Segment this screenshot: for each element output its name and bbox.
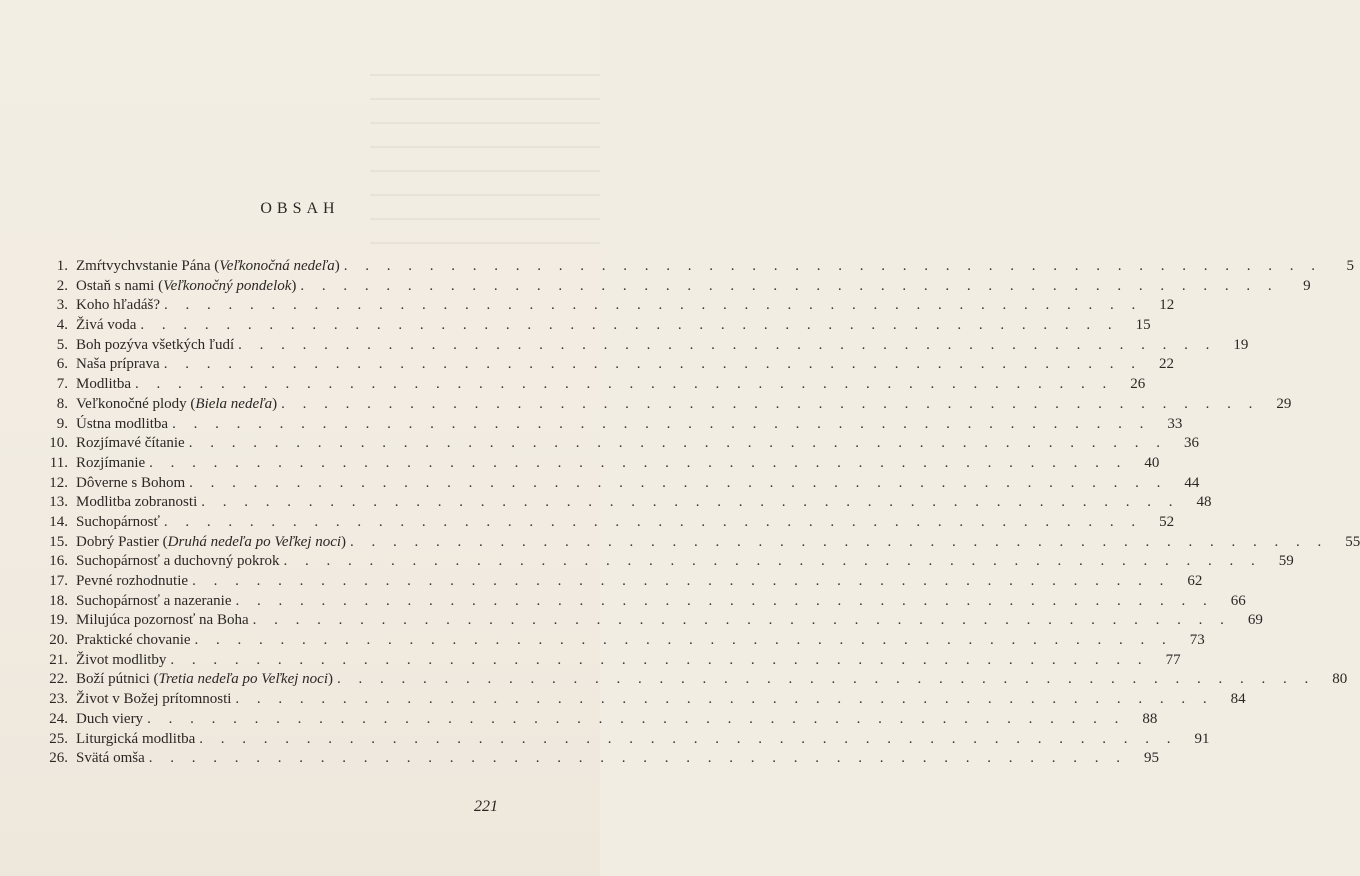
- entry-title-text: Zmŕtvychvstanie Pána (: [76, 258, 220, 274]
- entry-title: [76, 670, 333, 690]
- dot-leader: . . . . . . . . . . . . . . . . . . . . . . . . . . . . . . . . . . . . . . . . . . . . . .: [140, 317, 1119, 334]
- entry-number: 21.: [49, 651, 68, 668]
- dot-leader: . . . . . . . . . . . . . . . . . . . . . . . . . . . . . . . . . . . . . . . . . . . . . .: [350, 533, 1329, 550]
- entry-title-text: Boží pútnici (: [76, 671, 159, 688]
- dot-leader: . . . . . . . . . . . . . . . . . . . . . . . . . . . . . . . . . . . . . . . . . . . . . .: [201, 494, 1180, 511]
- entry-title-text: Duch viery: [76, 710, 144, 727]
- entry-title-text: Svätá omša: [76, 750, 145, 767]
- toc-entry: [40, 572, 1203, 592]
- entry-number: 22.: [49, 671, 68, 688]
- entry-page-number: 33: [1167, 415, 1183, 432]
- show-through-texture: [370, 60, 600, 260]
- toc-entry: [40, 257, 1354, 277]
- entry-page-number: 36: [1183, 435, 1199, 452]
- entry-number: 6.: [56, 356, 68, 373]
- toc-entry: [40, 395, 1292, 415]
- entry-title: [76, 611, 249, 631]
- dot-leader: . . . . . . . . . . . . . . . . . . . . . . . . . . . . . . . . . . . . . . . . . . . . . .: [170, 651, 1149, 668]
- dot-leader: . . . . . . . . . . . . . . . . . . . . . . . . . . . . . . . . . . . . . . . . . . . . . .: [300, 277, 1279, 294]
- entry-title: [76, 710, 143, 730]
- entry-page-number: 19: [1233, 336, 1249, 353]
- entry-subtitle: Biela nedeľa: [195, 395, 273, 412]
- toc-entry: [40, 552, 1294, 572]
- toc-entry: [40, 296, 1175, 316]
- entry-title-text: Modlitba: [76, 376, 131, 393]
- toc-entry: [40, 690, 1246, 710]
- toc-entry: [40, 316, 1151, 336]
- entry-title-text: Živá voda: [76, 317, 137, 334]
- entry-number: 18.: [49, 592, 68, 609]
- entry-title-text: Naša príprava: [76, 356, 160, 373]
- entry-title-text: Život v Božej prítomnosti: [76, 691, 232, 708]
- toc-entry: [40, 454, 1160, 474]
- entry-number: 9.: [56, 415, 68, 432]
- dot-leader: . . . . . . . . . . . . . . . . . . . . . . . . . . . . . . . . . . . . . . . . . . . . . .: [163, 356, 1142, 373]
- entry-number: 15.: [49, 533, 68, 550]
- toc-entry: [40, 533, 1360, 553]
- entry-title: [76, 533, 346, 553]
- entry-number: 23.: [49, 691, 68, 708]
- entry-number: 26.: [49, 750, 68, 767]
- entry-number: 11.: [49, 454, 68, 471]
- toc-entry: [40, 651, 1181, 671]
- entry-title: [76, 730, 195, 750]
- entry-number: 4.: [56, 317, 68, 334]
- entry-closing-paren: ): [291, 277, 297, 294]
- dot-leader: . . . . . . . . . . . . . . . . . . . . . . . . . . . . . . . . . . . . . . . . . . . . . .: [252, 612, 1231, 629]
- entry-subtitle: Veľkonočný pondelok: [163, 277, 292, 294]
- entry-title-text: Dôverne s Bohom: [76, 474, 186, 491]
- entry-number: 1.: [56, 258, 68, 274]
- entry-number: 2.: [56, 277, 68, 294]
- entry-title: [76, 336, 234, 356]
- toc-entry: [40, 730, 1210, 750]
- entry-title-text: Boh pozýva všetkých ľudí: [76, 336, 235, 353]
- table-of-contents: [40, 257, 1360, 769]
- entry-title: [76, 316, 136, 336]
- entry-page-number: 77: [1165, 651, 1181, 668]
- entry-title: [76, 395, 277, 415]
- dot-leader: . . . . . . . . . . . . . . . . . . . . . . . . . . . . . . . . . . . . . . . . . . . . . .: [164, 297, 1143, 314]
- toc-entry: [40, 415, 1183, 435]
- entry-number: 12.: [49, 474, 68, 491]
- entry-page-number: 69: [1247, 612, 1263, 629]
- toc-entry: [40, 434, 1199, 454]
- entry-title: [76, 690, 231, 710]
- dot-leader: . . . . . . . . . . . . . . . . . . . . . . . . . . . . . . . . . . . . . . . . . . . . . .: [336, 671, 1316, 688]
- entry-number: 5.: [56, 336, 68, 353]
- entry-title-text: Suchopárnosť a duchovný pokrok: [76, 553, 280, 570]
- entry-title: [76, 415, 168, 435]
- entry-title: [76, 493, 197, 513]
- entry-page-number: 40: [1144, 454, 1160, 471]
- dot-leader: . . . . . . . . . . . . . . . . . . . . . . . . . . . . . . . . . . . . . . . . . . . . . .: [343, 258, 1322, 274]
- entry-title-text: Dobrý Pastier (: [76, 533, 168, 550]
- entry-number: 13.: [49, 494, 68, 511]
- entry-page-number: 66: [1230, 592, 1246, 609]
- entry-title: [76, 552, 279, 572]
- dot-leader: . . . . . . . . . . . . . . . . . . . . . . . . . . . . . . . . . . . . . . . . . . . . . .: [149, 454, 1128, 471]
- entry-closing-paren: ): [272, 395, 278, 412]
- entry-page-number: 48: [1196, 494, 1212, 511]
- toc-entry: [40, 749, 1159, 769]
- page-number: 221: [474, 798, 498, 815]
- entry-page-number: 59: [1278, 553, 1294, 570]
- entry-page-number: 15: [1135, 317, 1151, 334]
- toc-entry: [40, 375, 1146, 395]
- entry-number: 10.: [49, 435, 68, 452]
- entry-number: 20.: [49, 632, 68, 649]
- dot-leader: . . . . . . . . . . . . . . . . . . . . . . . . . . . . . . . . . . . . . . . . . . . . . .: [194, 632, 1173, 649]
- dot-leader: . . . . . . . . . . . . . . . . . . . . . . . . . . . . . . . . . . . . . . . . . . . . . .: [172, 415, 1151, 432]
- entry-page-number: 55: [1345, 533, 1360, 550]
- toc-entry: [40, 336, 1249, 356]
- entry-page-number: 73: [1189, 632, 1205, 649]
- entry-closing-paren: ): [327, 671, 333, 688]
- entry-page-number: 95: [1144, 750, 1159, 767]
- entry-title-text: Koho hľadáš?: [76, 297, 160, 314]
- entry-number: 24.: [49, 710, 68, 727]
- toc-entry: [40, 592, 1246, 612]
- entry-page-number: 44: [1184, 474, 1200, 491]
- entry-page-number: 80: [1332, 671, 1348, 688]
- toc-entry: [40, 670, 1348, 690]
- entry-number: 16.: [49, 553, 68, 570]
- entry-subtitle: Tretia nedeľa po Veľkej noci: [158, 671, 328, 688]
- entry-page-number: 9: [1303, 277, 1311, 294]
- entry-number: 17.: [49, 573, 68, 589]
- dot-leader: . . . . . . . . . . . . . . . . . . . . . . . . . . . . . . . . . . . . . . . . . . . . . .: [163, 513, 1143, 530]
- entry-page-number: 12: [1159, 297, 1175, 314]
- entry-page-number: 29: [1276, 395, 1292, 412]
- entry-title-text: Praktické chovanie: [76, 632, 191, 649]
- dot-leader: . . . . . . . . . . . . . . . . . . . . . . . . . . . . . . . . . . . . . . . . . . . . . .: [192, 573, 1171, 589]
- entry-title: [76, 355, 160, 375]
- toc-entry: [40, 355, 1174, 375]
- entry-title-text: Veľkonočné plody (: [76, 395, 196, 412]
- entry-title: [76, 474, 185, 494]
- dot-leader: . . . . . . . . . . . . . . . . . . . . . . . . . . . . . . . . . . . . . . . . . . . . . .: [238, 336, 1217, 353]
- entry-number: 3.: [56, 297, 68, 314]
- entry-title: [76, 296, 160, 316]
- entry-title: [76, 375, 131, 395]
- toc-entry: [40, 631, 1205, 651]
- entry-title-text: Suchopárnosť a nazeranie: [76, 592, 232, 609]
- entry-title-text: Ústna modlitba: [76, 415, 169, 432]
- dot-leader: . . . . . . . . . . . . . . . . . . . . . . . . . . . . . . . . . . . . . . . . . . . . . .: [189, 474, 1168, 491]
- entry-page-number: 26: [1130, 376, 1146, 393]
- entry-title-text: Rozjímavé čítanie: [76, 435, 185, 452]
- entry-title: [76, 651, 166, 671]
- entry-title: [76, 749, 145, 769]
- entry-page-number: 84: [1230, 691, 1246, 708]
- entry-title-text: Život modlitby: [76, 651, 167, 668]
- dot-leader: . . . . . . . . . . . . . . . . . . . . . . . . . . . . . . . . . . . . . . . . . . . . . .: [188, 435, 1167, 452]
- toc-entry: [40, 513, 1175, 533]
- dot-leader: . . . . . . . . . . . . . . . . . . . . . . . . . . . . . . . . . . . . . . . . . . . . . .: [235, 691, 1214, 708]
- entry-subtitle: Druhá nedeľa po Veľkej noci: [167, 533, 342, 550]
- entry-number: 14.: [49, 513, 68, 530]
- toc-entry: [40, 493, 1212, 513]
- entry-page-number: 52: [1159, 513, 1175, 530]
- page-title: OBSAH: [260, 200, 340, 217]
- entry-title-text: Milujúca pozornosť na Boha: [76, 612, 249, 629]
- entry-title: [76, 257, 340, 277]
- entry-title-text: Ostaň s nami (: [76, 277, 164, 294]
- entry-title: [76, 592, 232, 612]
- entry-title: [76, 454, 145, 474]
- entry-title-text: Liturgická modlitba: [76, 730, 196, 747]
- toc-entry: [40, 474, 1200, 494]
- dot-leader: . . . . . . . . . . . . . . . . . . . . . . . . . . . . . . . . . . . . . . . . . . . . . .: [199, 730, 1178, 747]
- entry-number: 25.: [49, 730, 68, 747]
- toc-entry: [40, 611, 1263, 631]
- entry-title-text: Modlitba zobranosti: [76, 494, 198, 511]
- toc-entry: [40, 277, 1311, 297]
- dot-leader: . . . . . . . . . . . . . . . . . . . . . . . . . . . . . . . . . . . . . . . . . . . . . .: [281, 395, 1260, 412]
- entry-title: [76, 513, 160, 533]
- entry-title: [76, 631, 191, 651]
- entry-page-number: 88: [1142, 710, 1158, 727]
- entry-title: [76, 277, 296, 297]
- toc-entry: [40, 710, 1158, 730]
- dot-leader: . . . . . . . . . . . . . . . . . . . . . . . . . . . . . . . . . . . . . . . . . . . . . .: [148, 750, 1127, 767]
- entry-number: 19.: [49, 612, 68, 629]
- entry-title-text: Suchopárnosť: [76, 513, 160, 530]
- entry-page-number: 62: [1187, 573, 1203, 589]
- entry-number: 7.: [56, 376, 68, 393]
- entry-number: 8.: [56, 395, 68, 412]
- dot-leader: . . . . . . . . . . . . . . . . . . . . . . . . . . . . . . . . . . . . . . . . . . . . . .: [147, 710, 1126, 727]
- entry-page-number: 22: [1158, 356, 1174, 373]
- dot-leader: . . . . . . . . . . . . . . . . . . . . . . . . . . . . . . . . . . . . . . . . . . . . . .: [135, 376, 1114, 393]
- entry-title-text: Pevné rozhodnutie: [76, 573, 189, 589]
- entry-closing-paren: ): [341, 533, 347, 550]
- entry-closing-paren: ): [334, 258, 340, 274]
- entry-page-number: 91: [1194, 730, 1210, 747]
- entry-subtitle: Veľkonočná nedeľa: [219, 258, 335, 274]
- entry-title: [76, 572, 188, 592]
- dot-leader: . . . . . . . . . . . . . . . . . . . . . . . . . . . . . . . . . . . . . . . . . . . . . .: [235, 592, 1214, 609]
- entry-title: [76, 434, 185, 454]
- entry-title-text: Rozjímanie: [76, 454, 146, 471]
- dot-leader: . . . . . . . . . . . . . . . . . . . . . . . . . . . . . . . . . . . . . . . . . . . . . .: [283, 553, 1262, 570]
- entry-page-number: 5: [1346, 258, 1354, 274]
